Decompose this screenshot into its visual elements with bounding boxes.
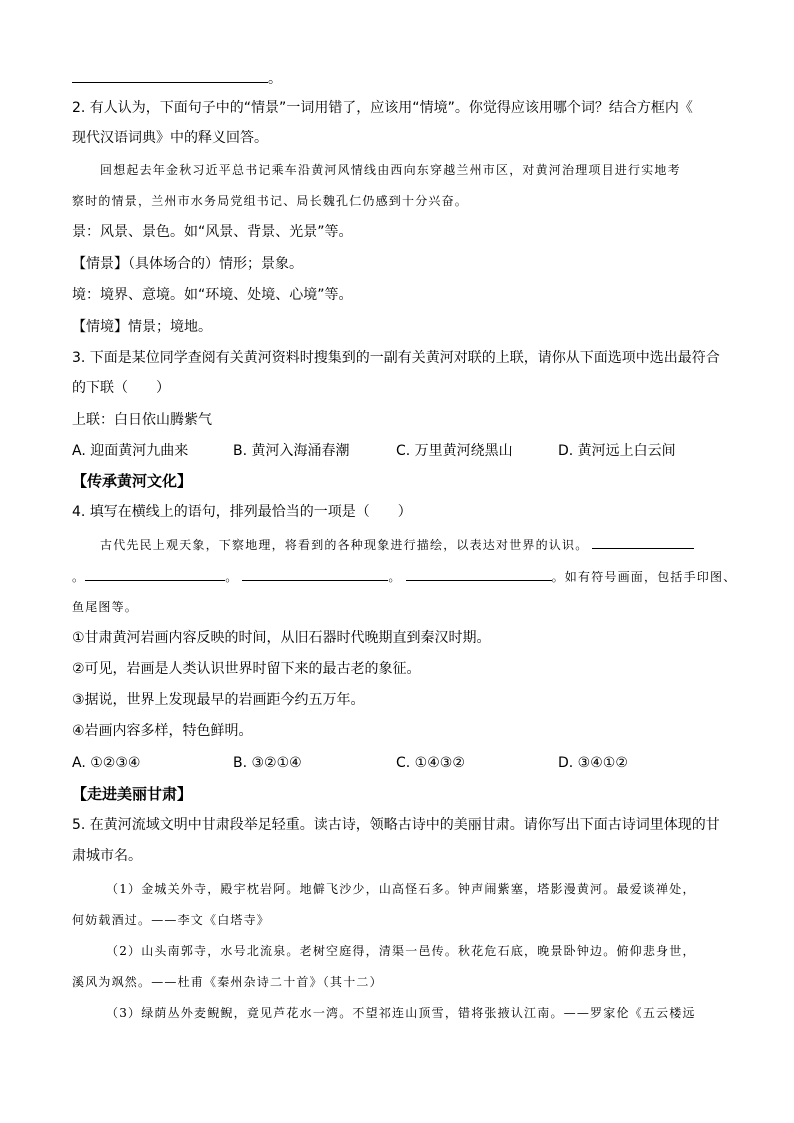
q4-passage-line1 <box>100 534 694 555</box>
q3-prompt-line2: 的下联（ ） <box>72 380 170 396</box>
q4-sentence-1: ①甘肃黄河岩画内容反映的时间，从旧石器时代晚期直到秦汉时期。 <box>72 630 491 646</box>
section-heading-gansu: 【走进美丽甘肃】 <box>72 785 193 803</box>
q5-poem1-line2: 何妨载酒过。——李文《白塔寺》 <box>72 913 271 927</box>
punctuation: 。 <box>388 570 402 584</box>
answer-blank[interactable] <box>406 566 552 581</box>
q4-passage-text: 古代先民上观天象，下察地理，将看到的各种现象进行描绘，以表达对世界的认识。 <box>100 538 589 552</box>
q2-definition-jing: 景：风景、景色。如“风景、背景、光景”等。 <box>72 224 353 240</box>
q2-definition-qingjing-scene: 【情景】（具体场合的）情形；景象。 <box>72 256 303 272</box>
section-heading-culture: 【传承黄河文化】 <box>72 472 193 490</box>
q4-option-c[interactable]: C. ①④③② <box>396 755 465 771</box>
q2-prompt-line1: 2. 有人认为，下面句子中的“情景”一词用错了，应该用“情境”。你觉得应该用哪个词？结合方框内《 <box>72 100 693 116</box>
q4-option-b[interactable]: B. ③②①④ <box>233 755 302 771</box>
q2-definition-jing-realm: 境：境界、意境。如“环境、处境、心境”等。 <box>72 287 353 303</box>
q5-poem3-line1: （3）绿荫丛外麦鲵鲵，竟见芦花水一湾。不望祁连山顶雪，错将张掖认江南。——罗家伦《五云楼远 <box>106 1006 696 1020</box>
q4-prompt: 4. 填写在横线上的语句，排列最恰当的一项是（ ） <box>72 504 412 520</box>
q4-sentence-3: ③据说，世界上发现最早的岩画距今约五万年。 <box>72 692 365 708</box>
q4-passage-text: 。如有符号画面，包括手印图、 <box>551 570 737 584</box>
q4-sentence-2: ②可见，岩画是人类认识世界时留下来的最古老的象征。 <box>72 661 421 677</box>
q5-poem1-line1: （1）金城关外寺，殿宇枕岩阿。地僻飞沙少，山高怪石多。钟声闹紫塞，塔影漫黄河。最爱谈禅处， <box>106 882 696 896</box>
q5-poem2-line1: （2）山头南郭寺，水号北流泉。老树空庭得，清渠一邑传。秋花危石底，晚景卧钟边。俯仰悲身世， <box>106 944 696 958</box>
q5-prompt-line2: 肃城市名。 <box>72 848 142 864</box>
q3-option-a[interactable]: A. 迎面黄河九曲来 <box>72 443 189 459</box>
q4-option-d[interactable]: D. ③④①② <box>558 755 628 771</box>
q3-prompt-line1: 3. 下面是某位同学查阅有关黄河资料时搜集到的一副有关黄河对联的上联，请你从下面选项中选出最符合 <box>72 350 720 366</box>
q2-definition-qingjing-situation: 【情境】情景；境地。 <box>72 319 212 335</box>
punctuation: 。 <box>268 71 282 87</box>
q5-prompt-line1: 5. 在黄河流域文明中甘肃段举足轻重。读古诗，领略古诗中的美丽甘肃。请你写出下面古诗词里体现的甘 <box>72 817 720 833</box>
q2-prompt-line2: 现代汉语词典》中的释义回答。 <box>72 130 268 146</box>
q4-passage-line3: 鱼尾图等。 <box>72 600 139 614</box>
q2-passage-line2: 察时的情景，兰州市水务局党组书记、局长魏孔仁仍感到十分兴奋。 <box>72 194 469 208</box>
q3-option-c[interactable]: C. 万里黄河绕黑山 <box>396 443 513 459</box>
q3-option-b[interactable]: B. 黄河入海涌春潮 <box>233 443 350 459</box>
punctuation: 。 <box>72 570 86 584</box>
q4-option-a[interactable]: A. ①②③④ <box>72 755 141 771</box>
q2-passage-line1: 回想起去年金秋习近平总书记乘车沿黄河风情线由西向东穿越兰州市区，对黄河治理项目进行实地考 <box>100 163 681 177</box>
answer-blank[interactable] <box>592 534 694 549</box>
q4-sentence-4: ④岩画内容多样，特色鲜明。 <box>72 723 253 739</box>
answer-blank[interactable] <box>242 566 388 581</box>
q3-upper-couplet: 上联：白日依山腾紫气 <box>72 412 212 428</box>
punctuation: 。 <box>225 570 239 584</box>
q4-passage-line2 <box>72 566 736 587</box>
answer-blank[interactable] <box>85 566 225 581</box>
q1-answer-line <box>72 68 282 89</box>
q3-option-d[interactable]: D. 黄河远上白云间 <box>558 443 676 459</box>
answer-blank[interactable] <box>72 68 268 83</box>
q5-poem2-line2: 溪风为飒然。——杜甫《秦州杂诗二十首》（其十二） <box>72 975 383 989</box>
